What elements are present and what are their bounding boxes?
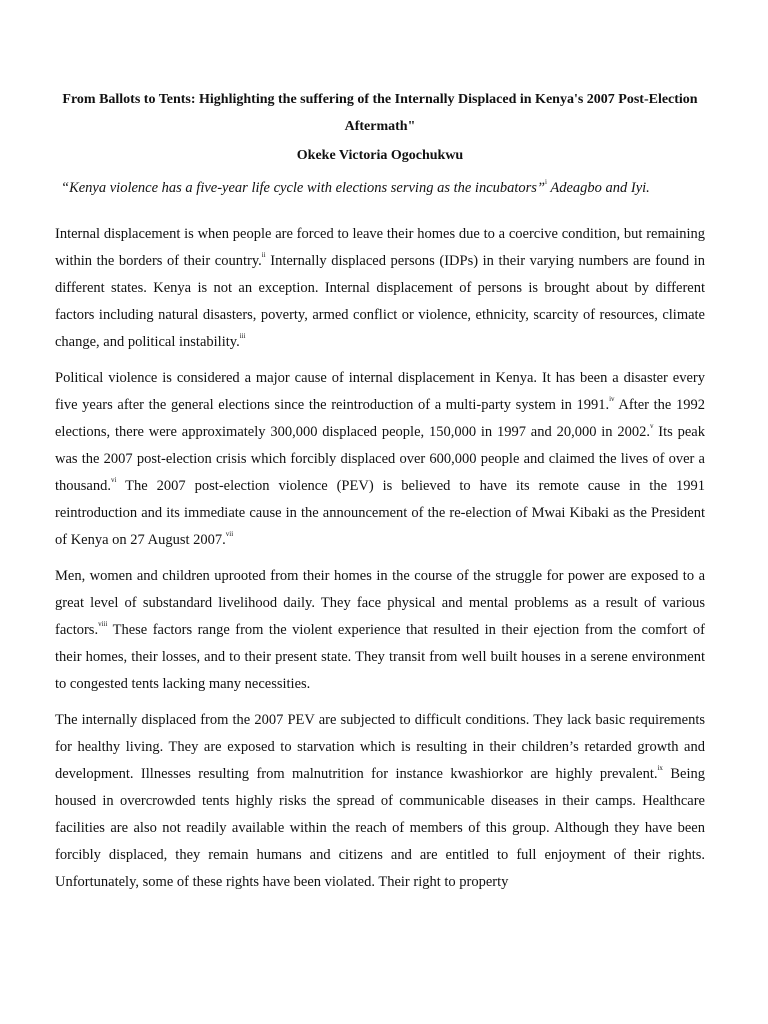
paragraph-text: The 2007 post-election violence (PEV) is believed to have its remote cause in the 1991 reintroduction and its immediate cause in the announcement of the re-election of Mwai Kibaki as the President of Kenya on 27 August 2007. bbox=[55, 478, 705, 548]
paragraph-3 bbox=[55, 563, 705, 698]
paragraph-text: Its peak was the 2007 post-election crisis which forcibly displaced over 600,000 people and claimed the lives of over a thousand. bbox=[55, 424, 705, 494]
paragraph-text: These factors range from the violent experience that resulted in their ejection from the comfort of their homes, their losses, and to their present state. They transit from well built houses in a serene environment to congested tents lacking many necessities. bbox=[55, 622, 705, 692]
footnote-ref[interactable]: ii bbox=[261, 251, 266, 259]
footnote-ref[interactable]: iii bbox=[239, 332, 246, 340]
footnote-ref[interactable]: iv bbox=[609, 395, 615, 403]
footnote-ref[interactable]: ix bbox=[657, 764, 663, 772]
document-title: From Ballots to Tents: Highlighting the suffering of the Internally Displaced in Kenya's 2007 Post-Election Aftermath" bbox=[62, 92, 698, 134]
footnote-ref[interactable]: vii bbox=[225, 530, 234, 538]
paragraph-text: Political violence is considered a major cause of internal displacement in Kenya. It has been a disaster every five years after the general elections since the reintroduction of a multi-party system in 1991. bbox=[55, 370, 705, 413]
paragraph-text: Being housed in overcrowded tents highly risks the spread of communicable diseases in their camps. Healthcare facilities are also not readily available within the reach of members of this group. Although they have been forcibly displaced, they remain humans and citizens and are entitled to full enjoyment of their rights. Unfortunately, some of these rights have been violated. Their right to property bbox=[55, 766, 705, 890]
footnote-ref[interactable]: i bbox=[545, 178, 547, 186]
footnote-ref[interactable]: viii bbox=[98, 620, 108, 628]
paragraph-text: Internal displacement is when people are forced to leave their homes due to a coercive condition, but remaining within the borders of their country. bbox=[55, 226, 705, 269]
paragraph-text: The internally displaced from the 2007 PEV are subjected to difficult conditions. They lack basic requirements for healthy living. They are exposed to starvation which is resulting in their children’s retarded growth and development. Illnesses resulting from malnutrition for instance kwashiorkor are highly prevalent. bbox=[55, 712, 705, 782]
paragraph-4 bbox=[55, 707, 705, 896]
epigraph-attribution: Adeagbo and Iyi. bbox=[546, 180, 650, 196]
footnote-ref[interactable]: v bbox=[649, 422, 654, 430]
paragraph-text: After the 1992 elections, there were approximately 300,000 displaced people, 150,000 in 1997 and 20,000 in 2002. bbox=[55, 397, 705, 440]
paragraph-1 bbox=[55, 221, 705, 356]
paragraph-text: Internally displaced persons (IDPs) in their varying numbers are found in different states. Kenya is not an exception. Internal displacement of persons is brought about by different factors including natural disasters, poverty, armed conflict or violence, ethnicity, scarcity of resources, climate change, and political instability. bbox=[55, 253, 705, 350]
paragraph-text: Men, women and children uprooted from their homes in the course of the struggle for power are exposed to a great level of substandard livelihood daily. They face physical and mental problems as a result of various factors. bbox=[55, 568, 705, 638]
author-name: Okeke Victoria Ogochukwu bbox=[296, 148, 464, 163]
footnote-ref[interactable]: vi bbox=[110, 476, 117, 484]
paragraph-2 bbox=[55, 365, 705, 554]
epigraph bbox=[61, 179, 705, 197]
epigraph-quote: “Kenya violence has a five-year life cycle with elections serving as the incubators” bbox=[61, 180, 546, 196]
